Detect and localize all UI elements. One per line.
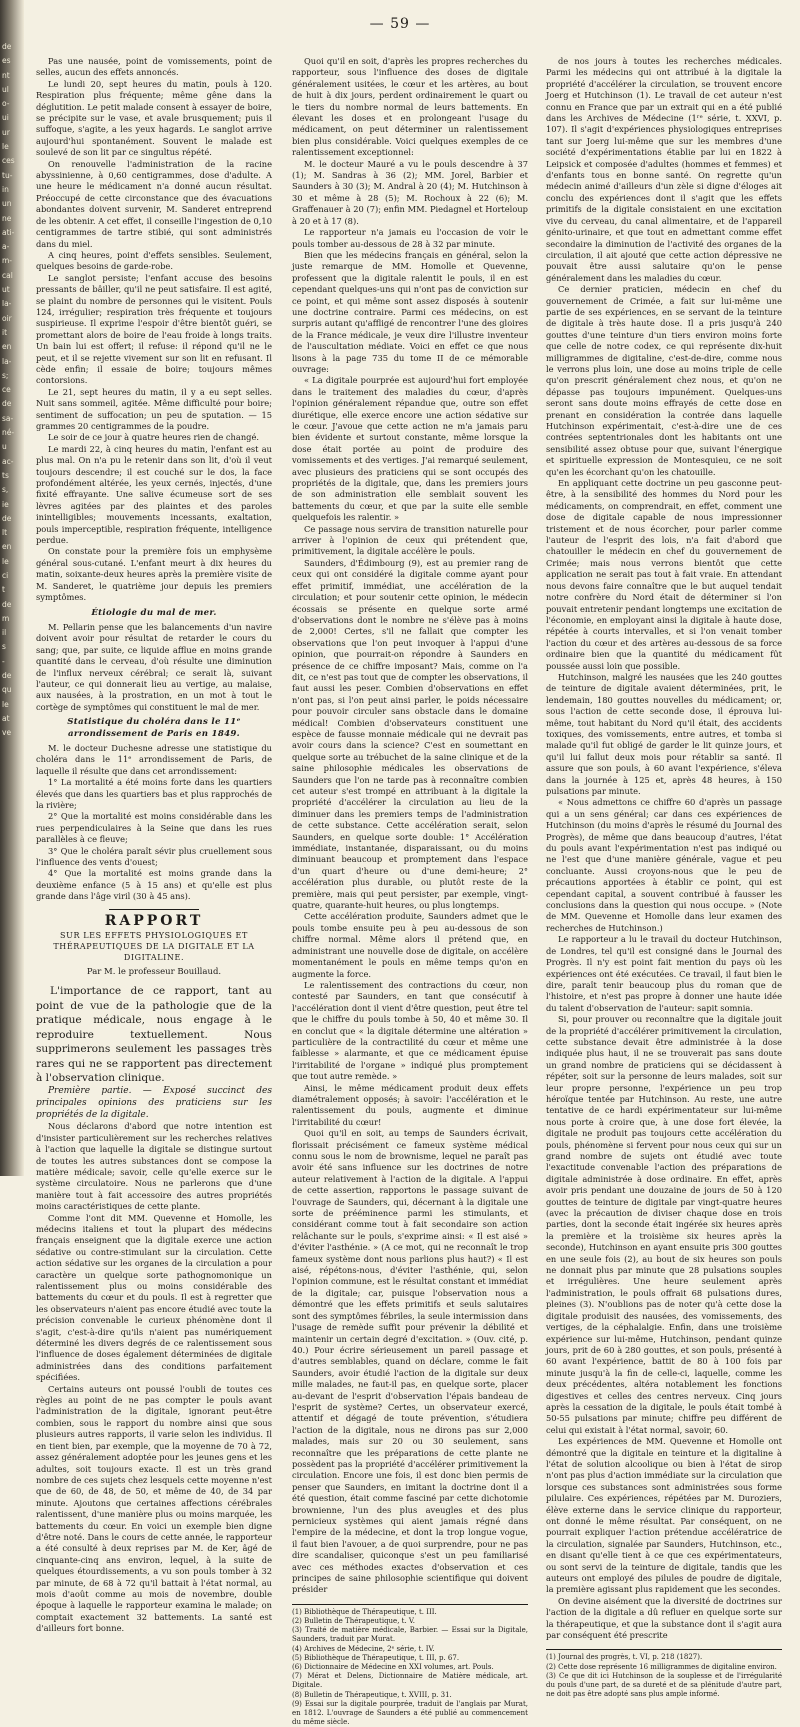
quotation-paragraph: « La digitale pourprée est aujourd'hui fort employée dans le traitement des maladies du cœur, d'après l'opinion généralement répandue que, outre son effet diurétique, elle exerce encore une action sédative sur le cœur. J'avoue que cette action ne m'a jamais paru bien évidente et surtout constante, même lorsque la dose était portée au point de produire des vomissements et des vertiges. J'ai remarqué seulement, avec plusieurs des praticiens qui se sont occupés des propriétés de la digitale, que, dans les premiers jours de son administration elle semblait souvent les battements du cœur, et que par la suite elle semble quelquefois les ralentir. » [292, 375, 528, 523]
paragraph: Ainsi, le même médicament produit deux effets diamétralement opposés; à savoir: l'accélération et le ralentissement du pouls, augmente et diminue l'irritabilité du cœur! [292, 1082, 528, 1127]
paragraph: Pas une nausée, point de vomissements, point de selles, aucun des effets annoncés. [36, 56, 272, 78]
column-1-paragraphs [36, 56, 272, 604]
paragraph: Le soir de ce jour à quatre heures rien de changé. [48, 432, 260, 443]
paragraph: Saunders, d'Édimbourg (9), est au premier rang de ceux qui ont considéré la digitale comme ayant pour effet primitif, immédiat, une accélération de la circulation; et pour soutenir cette opinion, le médecin écossais se présente en quelque sorte armé d'observations dont le nombre ne s'élève pas à moins de 2,000! Certes, s'il ne fallait que compter les observations que l'on peut invoquer à l'appui d'une opinion, que pourrait-on répondre à Saunders en présence de ce chiffre imposant? Mais, comme on l'a dit, ce n'est pas tout que de compter les observations, il faut aussi les peser. Combien d'observations en effet n'ont pas, si l'on peut ainsi parler, le poids nécessaire pour pouvoir circuler sans obstacle dans le domaine médical! Combien d'observateurs constituent une espèce de fausse monnaie médicale qui ne devrait pas avoir cours dans la science? C'est en soumettant en quelque sorte au trébuchet de la saine clinique et de la saine philosophie médicales les observations de Saunders que l'on ne tarde pas à reconnaître combien cet auteur s'est trompé en attribuant à la digitale la propriété d'accélérer la circulation au lieu de la diminuer dans les premiers temps de l'administration de cette substance. Cette accélération serait, selon Saunders, en quelque sorte double: 1° Accélération immédiate, instantanée, disparaissant, ou du moins diminuant beaucoup et promptement dans l'espace d'un quart d'heure ou d'une demi-heure; 2° accélération plus durable, ou plutôt reste de la première, mais qui peut persister, par exemple, vingt-quatre, quarante-huit heures, ou plus longtemps. [292, 557, 528, 911]
paragraph: Comme l'ont dit MM. Quevenne et Homolle, les médecins italiens et tout la plupart des médecins français enseignent que la digitale exerce une action sédative ou contre-stimulant sur la circulation. Cette action sédative sur les organes de la circulation a pour caractère un quelque sorte pathognomonique un ralentissement plus ou moins considérable des battements du cœur et du pouls. Il est à regretter que les observateurs n'aient pas encore étudié avec toute la précision convenable le curieux phénomène dont il s'agit, c'est-à-dire qu'ils n'aient pas numériquement déterminé les divers degrés de ce ralentissement sous l'influence de doses également déterminées de digitale administrées dans des conditions parfaitement spécifiées. [36, 1212, 272, 1383]
paragraph: On constate pour la première fois un emphysème général sous-cutané. L'enfant meurt à dix heures du matin, soixante-deux heures après la première visite de M. Sanderet, le quatrième jour depuis les premiers symptômes. [36, 546, 272, 603]
paragraph: Le 21, sept heures du matin, il y a eu sept selles. Nuit sans sommeil, agitée. Même difficulté pour boire; sentiment de suffocation; un peu de sputation. — 15 grammes 20 centigrammes de la poudre. [36, 386, 272, 431]
section-divider [109, 909, 199, 910]
paragraph: Le rapporteur n'a jamais eu l'occasion de voir le pouls tomber au-dessous de 28 à 32 par minute. [292, 227, 528, 249]
part-heading [36, 1085, 272, 1121]
paragraph: M. Pellarin pense que les balancements d'un navire doivent avoir pour résultat de retarder le cours du sang; que, par suite, ce liquide afflue en moins grande quantité dans le cerveau, d'où résulte une diminution de l'influx nerveux cérébral; ce serait là, suivant l'auteur, ce qui donnerait lieu au vertige, au malaise, aux nausées, à la prostration, en un mot à tout le cortège de symptômes qui constituent le mal de mer. [36, 621, 272, 712]
paragraph: On devine aisément que la diversité de doctrines sur l'action de la digitale a dû refluer en quelque sorte sur la thérapeutique, et que la substance dont il s'agit aura par conséquent été prescrite [546, 1595, 782, 1641]
paragraph: Hutchinson, malgré les nausées que les 240 gouttes de teinture de digitale avaient déterminées, prit, le lendemain, 180 gouttes nouvelles du médicament; or, sous l'action de cette seconde dose, il éprouva lui-même, tout habitant du Nord qu'il était, des accidents toxiques, des vomissements, entre autres, et tomba si malade qu'il fut obligé de garder le lit quinze jours, et qu'il lui fallut deux mois pour rétablir sa santé. Il assure que son pouls, à 60 avant l'expérience, s'éleva dans la journée à 125 et, après 48 heures, à 150 pulsations par minute. [546, 671, 782, 796]
report-byline: Par M. le professeur Bouillaud. [86, 967, 222, 978]
paragraph: Les expériences de MM. Quevenne et Homolle ont démontré que la digitale en teinture et la digitaline à l'état de solution alcoolique ou bien à l'état de sirop n'ont pas plus d'action immédiate sur la circulation que lorsque ces substances sont administrées sous forme pilulaire. Ces expériences, répétées par M. Duroziers, élève externe dans le service clinique du rapporteur, ont donné le même résultat. Par conséquent, on ne pourrait expliquer l'action prétendue accélératrice de la circulation, signalée par Saunders, Hutchinson, etc., en disant qu'elle tient à ce que ces expérimentateurs, ou sont servi de la teinture de digitale, tandis que les auteurs ont employé des pilules de poudre de digitale, la première agissant plus rapidement que les secondes. [546, 1436, 782, 1595]
footnote: (5) Bibliothèque de Thérapeutique, t. III, p. 67. [292, 1653, 460, 1662]
paragraph: 3° Que le choléra paraît sévir plus cruellement sous l'influence des vents d'ouest; [36, 845, 272, 868]
paragraph: Certains auteurs ont poussé l'oubli de toutes ces règles au point de ne pas compter le pouls avant l'administration de la digitale, ignorant peut-être combien, sous le rapport du nombre ainsi que sous plusieurs autres rapports, il varie selon les individus. Il en tient bien, par exemple, que la moyenne de 70 à 72, assez généralement adoptée pour les jeunes gens et les adultes, soit toujours exacte. Il est un très grand nombre de ces sujets chez lesquels cette moyenne n'est que de 60, de 48, de 50, et même de 40, de 34 par minute. Ajoutons que certaines affections cérébrales ralentissent, d'une manière plus ou moins marquée, les battements du cœur. En voici un exemple bien digne d'être noté. Dans le cours de cette année, le rapporteur a été consulté à deux reprises par M. de Ker, âgé de cinquante-cinq ans environ, lequel, à la suite de quelques étourdissements, a vu son pouls tomber à 32 par minute, de 68 à 72 qu'il battait à l'état normal, au mois d'août comme au mois de novembre, double époque à laquelle le rapporteur examina le malade; on comptait exactement 32 battements. La santé est d'ailleurs fort bonne. [36, 1383, 272, 1634]
report-lead [36, 984, 272, 1085]
paragraph: En appliquant cette doctrine un peu gasconne peut-être, à la sensibilité des hommes du Nord pour les médicaments, on comprendrait, en effet, comment une dose de digitale capable de nous impressionner tristement et de nous écorcher, pour parler comme l'auteur de l'esprit des lois, n'a fait d'abord que chatouiller le médecin en chef du gouvernement de Crimée; mais nous verrons bientôt que cette application ne serait pas tout à fait vraie. En attendant nous devons faire connaître que le but auquel tendait notre confrère du Nord était de déterminer si l'on pouvait entretenir pendant longtemps une excitation de l'économie, en employant ainsi la digitale à haute dose, répétée à courts intervalles, et si l'on venait tomber l'action du cœur et des artères au-dessous de sa force ordinaire bien que la quantité du médicament fût poussée aussi loin que possible. [546, 478, 782, 671]
paragraph: Le ralentissement des contractions du cœur, non contesté par Saunders, en tant que consécutif à l'accélération dont il vient d'être question, peut être tel que le chiffre du pouls tombe à 50, 40 et même 30. Il en conclut que « la digitale détermine une altération » particulière de la contractilité du cœur et même une faiblesse » alarmante, et que ce médicament épuise l'irritabilité de l'organe » indiqué plus promptement que tout autre remède. » [292, 979, 528, 1082]
footnote: (1) Bibliothèque de Thérapeutique, t. III. [292, 1607, 437, 1616]
footnote: (4) Archives de Médecine, 2ᵉ série, t. IV. [292, 1644, 435, 1653]
footnote: (7) Mérat et Delens, Dictionnaire de Matière médicale, art. Digitale. [292, 1672, 528, 1690]
paragraph: M. le docteur Mauré a vu le pouls descendre à 37 (1); M. Sandras à 36 (2); MM. Jorel, Barbier et Saunders à 30 (3); M. Andral à 20 (4); M. Hutchinson à 30 et même à 28 (5); M. Rochoux à 22 (6); M. Graffenauer à 20 (7); enfin MM. Piedagnel et Horteloup à 20 et à 17 (8). [292, 158, 528, 226]
paragraph: M. le docteur Duchesne adresse une statistique du choléra dans le 11ᵉ arrondissement de Paris, de laquelle il résulte que dans cet arrondissement: [36, 742, 272, 776]
paragraph: Le sanglot persiste; l'enfant accuse des besoins pressants de bâiller, qu'il ne peut satisfaire. Il est agité, se plaint du nombre de personnes qui le visitent. Pouls 124, irrégulier; respiration très fréquente et toujours suspirieuse. Il exprime l'espoir d'être bientôt guéri, se promettant alors de boire de l'eau froide à longs traits. Un bain lui est offert; il refuse: il répond qu'il ne le peut, et il se rejette vivement sur son lit en refusant. Il cède enfin; il essaie de boire; toujours mêmes contorsions. [36, 272, 272, 386]
footnote: (2) Cette dose représente 16 milligrammes de digitaline environ. [546, 1662, 777, 1671]
section-heading-cholera: Statistique du choléra dans le 11ᵉ arrondissement de Paris en 1849. [67, 717, 241, 739]
paragraph: Cette accélération produite, Saunders admet que le pouls tombe ensuite peu à peu au-dessous de son chiffre normal. Même alors il prétend que, en administrant une nouvelle dose de digitale, on accélère momentanément le pouls en même temps qu'on en augmente la force. [292, 911, 528, 979]
footnotes [546, 1649, 782, 1699]
quotation-paragraph: « Nous admettons ce chiffre 60 d'après un passage qui a un sens général; car dans ces expériences de Hutchinson (du moins d'après le résumé du Journal des Progrès), de même que dans beaucoup d'autres, l'état du pouls avant l'expérimentation n'est pas indiqué ou ne l'est que d'une manière générale, vague et peu concluante. Aussi croyons-nous que le peu de précautions apportées à établir ce point, qui est cependant capital, a souvent contribué à fausser les conclusions dans la question qui nous occupe. » (Note de MM. Quevenne et Homolle dans leur examen des recherches de Hutchinson.) [546, 797, 782, 933]
report-title: RAPPORT [104, 912, 204, 929]
lead-paragraph: L'importance de ce rapport, tant au point de vue de la pathologie que de la pratique médicale, nous engage à le reproduire textuellement. Nous supprimerons seulement les passages très rares qui ne se rapportent pas directement à l'observation clinique. [36, 985, 272, 1084]
footnote: (1) Journal des progrès, t. VI, p. 218 (1827). [546, 1653, 703, 1662]
paragraph: Le mardi 22, à cinq heures du matin, l'enfant est au plus mal. On n'a pu le retenir dans son lit, d'où il veut toujours descendre; il est couché sur le dos, la face profondément altérée, les yeux cernés, injectés, d'une fixité effrayante. Une salive écumeuse sort de ses lèvres agitées par des plaintes et des paroles inintelligibles; mouvements incessants, exaltation, pouls imperceptible, respiration fréquente, intelligence perdue. [36, 443, 272, 546]
gutter-text-fragments: de es nt ul o- ui ur le ces tu- in un ne ati- a- m- cal ut la- oir it en la- s; ce de sa- né- u ac- ts s, ie de lt en le ci t de m il s - de qu le at ve [2, 42, 15, 738]
footnote: (3) Ce que dit ici Hutchinson de la souplesse et de l'irrégularité du pouls d'une part, de sa dureté et de sa plénitude d'autre part, ne doit pas être adopté sans plus ample informé. [546, 1671, 782, 1699]
report-subtitle: SUR LES EFFETS PHYSIOLOGIQUES ET THÉRAPEUTIQUES DE LA DIGITALE ET LA DIGITALINE. [53, 931, 255, 963]
paragraph: Ce passage nous servira de transition naturelle pour arriver à l'opinion de ceux qui prétendent que, primitivement, la digitale accélère le pouls. [292, 523, 528, 557]
paragraph: 4° Que la mortalité est moins grande dans la deuxième enfance (5 à 15 ans) et qu'elle est plus grande dans l'âge viril (30 à 45 ans). [36, 868, 272, 902]
footnotes [292, 1604, 528, 1727]
section-heading-mal-de-mer: Étiologie du mal de mer. [91, 607, 217, 618]
paragraph: Si, pour prouver ou reconnaître que la digitale jouit de la propriété d'accélérer primitivement la circulation, cette substance devait être administrée à la dose indiquée plus haut, il ne se trouverait pas sans doute un grand nombre de praticiens qui se décidassent à répéter, soit sur la personne de leurs malades, soit sur leur propre personne, l'expérience un peu trop héroïque tentée par Hutchinson. Au reste, une autre tentative de ce hardi expérimentateur sur lui-même nous porte à croire que, à une dose fort élevée, la digitale ne produit pas toujours cette accélération du pouls, phénomène si fervent pour nous ceux qui sur un grand nombre de sujets ont étudié avec toute l'exactitude convenable l'action des préparations de digitale administrée à dose ordinaire. En effet, après avoir pris pendant une douzaine de jours de 50 à 120 gouttes de teinture de digitale par vingt-quatre heures (avec la précaution de diviser chaque dose en trois parties, dont la seconde était ingérée six heures après la première et la troisième six heures après la seconde), Hutchinson en ayant ensuite pris 300 gouttes en une seule fois (2), au bout de six heures son pouls ne donnait plus par minute que 28 pulsations souples et irrégulières. Une heure seulement après l'administration, le pouls offrait 68 pulsations dures, pleines (3). N'oublions pas de noter qu'à cette dose la digitale produisit des nausées, des vomissements, des vertiges, de la céphalalgie. Enfin, dans une troisième expérience sur lui-même, Hutchinson, pendant quinze jours, prit de 60 à 280 gouttes, et son pouls, présenté à 60 avant l'expérience, battit de 80 à 100 fois par minute jusqu'à la fin de celle-ci, laquelle, comme les deux précédentes, altéra notablement les fonctions digestives et celles des centres nerveux. Cinq jours après la cessation de la digitale, le pouls était tombé à 50-55 pulsations par minute; chiffre peu différent de celui qui existait à l'état normal, savoir, 60. [546, 1014, 782, 1435]
paragraph: Le lundi 20, sept heures du matin, pouls à 120. Respiration plus fréquente; même gêne dans la déglutition. Le petit malade consent à essayer de boire, se précipite sur le vase, et avale brusquement; puis il suffoque, s'agite, a les yeux hagards. Le sanglot arrive aujourd'hui spontanément. Souvent le malade est soulevé de son lit par ce singultus répété. [36, 78, 272, 158]
paragraph: Le rapporteur a lu le travail du docteur Hutchinson, de Londres, tel qu'il est consigné dans le Journal des Progrès. Il n'y est point fait mention du pays où les expériences ont été exécutées. Ce travail, il faut bien le dire, paraît tenir beaucoup plus du roman que de l'histoire, et n'est pas propre à donner une haute idée du talent d'observation de l'auteur: sapit somnia. [546, 934, 782, 1013]
paragraph: Quoi qu'il en soit, d'après les propres recherches du rapporteur, sous l'influence des doses de digitale généralement usitées, le cœur et les artères, au bout de huit à dix jours, perdent ordinairement le quart ou le tiers du nombre normal de leurs battements. En élevant les doses et en prolongeant l'usage du médicament, on peut déterminer un ralentissement bien plus considérable. Voici quelques exemples de ce ralentissement exceptionnel: [292, 56, 528, 158]
part-heading-text: Première partie. — Exposé succinct des principales opinions des praticiens sur les propriétés de la digitale. [36, 1086, 272, 1121]
footnote: (2) Bulletin de Thérapeutique, t. V. [292, 1617, 415, 1626]
text-column-3 [546, 56, 782, 1699]
paragraph: Nous déclarons d'abord que notre intention est d'insister particulièrement sur les recherches relatives à l'action que laquelle la digitale se distingue surtout de toutes les autres substances dont se compose la matière médicale; savoir, celle qu'elle exerce sur le système circulatoire. Nous ne parlerons que d'une manière tout à fait accessoire des autres propriétés moins caractéristiques de cette plante. [36, 1121, 272, 1212]
paragraph: Ce dernier praticien, médecin en chef du gouvernement de Crimée, a fait sur lui-même une partie de ses expériences, en se servant de la teinture de digitale à très haute dose. Il a pris jusqu'à 240 gouttes d'une teinture d'un tiers environ moins forte que celle de notre codex, ce qui représente dix-huit milligrammes de digitaline, c'est-de-dire, comme nous le verrons plus loin, une dose au moins triple de celle qu'on prescrit généralement chez nous, et qu'on ne dépasse pas toujours impunément. Quelques-uns seront sans doute moins effrayés de cette dose en prenant en considération la contrée dans laquelle Hutchinson expérimentait, c'est-à-dire une de ces contrées septentrionales dont les habitants ont une sensibilité assez obtuse pour que, suivant l'énergique et spirituelle expression de Montesquieu, ce ne soit qu'en les écorchant qu'on les chatouille. [546, 284, 782, 477]
page-number: — 59 — [369, 16, 431, 32]
footnote: (9) Essai sur la digitale pourprée, traduit de l'anglais par Murat, en 1812. L'ouvrage de Saunders a été publié au commencement du même siècle. [292, 1699, 528, 1727]
paragraph: 2° Que la mortalité est moins considérable dans les rues perpendiculaires à la Seine que dans les rues parallèles à ce fleuve; [36, 811, 272, 845]
footnote: (6) Dictionnaire de Médecine en XXI volumes, art. Pouls. [292, 1663, 494, 1672]
paragraph: 1° La mortalité a été moins forte dans les quartiers élevés que dans les quartiers bas et plus rapprochés de la rivière; [36, 777, 272, 810]
paragraph: Bien que les médecins français en général, selon la juste remarque de MM. Homolle et Quevenne, professent que la digitale ralentit le pouls, il en est cependant quelques-uns qui n'ont pas de conviction sur ce point, et qui même sont assez disposés à soutenir une doctrine contraire. Parmi ces médecins, on est surpris autant qu'affligé de rencontrer l'une des gloires de la France médicale, je veux dire l'illustre inventeur de l'auscultation médiate. Voici en effet ce que nous lisons à la page 735 du tome II de ce mémorable ouvrage: [292, 249, 528, 374]
paragraph: Quoi qu'il en soit, au temps de Saunders écrivait, florissait précisément ce fameux système médical connu sous le nom de brownisme, lequel ne paraît pas avoir été sans influence sur les doctrines de notre auteur relativement à l'action de la digitale. A l'appui de cette assertion, rapportons le passage suivant de l'ouvrage de Saunders, qui, décernant à la digitale une sorte de prééminence parmi les stimulants, et considérant comme tout à fait secondaire son action relâchante sur le pouls, s'exprime ainsi: « Il est aisé » d'éviter l'asthénie. » (A ce mot, qui ne reconnaît le trop fameux système dont nous parlions plus haut?) « Il est aisé, répétons-nous, d'éviter l'asthénie, qui, selon l'opinion commune, est le résultat constant et immédiat de la digitale; car, puisque l'observation nous a démontré que les effets primitifs et seuls salutaires sont des symptômes fébriles, la seule intermission dans l'usage de remède suffit pour prévenir la débilité et maintenir un certain degré d'excitation. » (Ouv. cité, p. 40.) Pour écrire sérieusement un pareil passage et d'autres semblables, quand on déclare, comme le fait Saunders, avoir étudié l'action de la digitale sur deux mille malades, ne faut-il pas, en quelque sorte, placer au-devant de l'esprit d'observation l'épais bandeau de l'esprit de système? Certes, un observateur exercé, attentif et dégagé de toute prévention, s'étudiera l'action de la digitale, nous ne dirons pas sur 2,000 malades, mais sur 20 ou 30 seulement, sans reconnaître que les préparations de cette plante ne possèdent pas la propriété d'accélérer primitivement la circulation. Encore une fois, il est donc bien permis de penser que Saunders, en imitant la doctrine dont il a été question, était comme fasciné par cette dichotomie brownienne, l'un des plus aveugles et des plus pernicieux systèmes qui aient jamais régné dans l'empire de la médecine, et dont la trop longue vogue, il faut bien l'avouer, a de quoi surprendre, pour ne pas dire scandaliser, quiconque s'est un peu familiarisé avec ces méthodes exactes d'observation et ces principes de saine philosophie scientifique qui doivent présider [292, 1128, 528, 1595]
footnote: (3) Traité de matière médicale, Barbier. — Essai sur la Digitale, Saunders, traduit par Murat. [292, 1626, 528, 1644]
text-column-2 [292, 56, 528, 1727]
binding-gutter [0, 0, 24, 1176]
paragraph: de nos jours à toutes les recherches médicales. Parmi les médecins qui ont attribué à la digitale la propriété d'accélérer la circulation, se trouvent encore Joerg et Hutchinson (1). Le travail de cet auteur n'est connu en France que par un extrait qui en a été publié dans les Archives de Médecine (1ʳᵉ série, t. XXVI, p. 107). Il s'agit d'expériences physiologiques entreprises tant sur Joerg lui-même que sur les membres d'une société d'expérimentations établie par lui en 1822 à Leipsick et composée d'adultes (hommes et femmes) et d'enfants tous en bonne santé. On regrette qu'un médecin animé d'ailleurs d'un zèle si digne d'éloges ait conclu des expériences dont il s'agit que les effets primitifs de la digitale consistaient en une excitation vive du cerveau, du canal alimentaire, et de l'appareil génito-urinaire, et que tout en admettant comme effet secondaire la diminution de l'activité des organes de la circulation, il ait ajouté que cette action dépressive ne pouvait être aussi salutaire qu'on le pense généralement dans les maladies du cœur. [546, 56, 782, 283]
paragraph: On renouvelle l'administration de la racine abyssinienne, à 0,60 centigrammes, dose d'adulte. A une heure le médicament n'a donné aucun résultat. Préoccupé de cette circonstance que des évacuations abondantes doivent survenir, M. Sanderet entreprend de les obtenir. A cet effet, il conseille l'ingestion de 0,10 centigrammes de tartre stibié, qui sont administrés dans du miel. [36, 158, 272, 249]
report-body [36, 1121, 272, 1634]
footnote: (8) Bulletin de Thérapeutique, t. XVIII, p. 31. [292, 1690, 452, 1699]
text-column-1 [36, 56, 272, 1634]
paragraph: A cinq heures, point d'effets sensibles. Seulement, quelques besoins de garde-robe. [36, 249, 272, 272]
